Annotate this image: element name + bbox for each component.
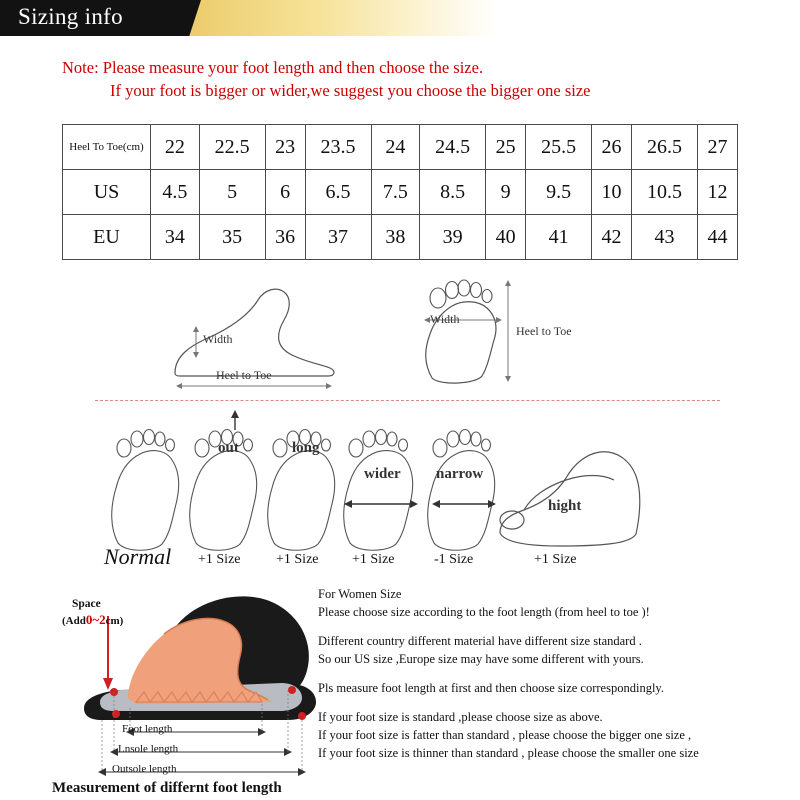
space-add-text: (Add	[62, 615, 86, 627]
cell: 23.5	[305, 125, 371, 170]
cell: 40	[486, 215, 526, 260]
cell: 42	[592, 215, 632, 260]
cell: 7.5	[371, 170, 420, 215]
info-heading: For Women Size	[318, 587, 402, 601]
info-p6: If your foot size is fatter than standard , please choose the bigger one size ,	[318, 728, 692, 742]
cell: 6	[265, 170, 305, 215]
foot-diagrams-area	[0, 268, 800, 588]
cell: 6.5	[305, 170, 371, 215]
note-line-1: Note: Please measure your foot length and then choose the size.	[62, 58, 484, 77]
note-line-2: If your foot is bigger or wider,we suggest you choose the bigger one size	[110, 81, 591, 100]
top-heel-to-toe-label: Heel to Toe	[516, 324, 572, 338]
foot-shape-caption-out: out	[218, 440, 239, 456]
cell: 22.5	[199, 125, 265, 170]
info-p1: Please choose size according to the foot length (from heel to toe )!	[318, 605, 650, 619]
cell: 10	[592, 170, 632, 215]
foot-shape-size-hight: +1 Size	[534, 552, 577, 567]
row-label: US	[63, 170, 151, 215]
cell: 24	[371, 125, 420, 170]
cell: 43	[632, 215, 698, 260]
space-label: Space	[72, 598, 101, 610]
cell: 9.5	[526, 170, 592, 215]
row-label: Heel To Toe(cm)	[63, 125, 151, 170]
measure-diagrams-svg	[0, 268, 800, 403]
foot-length-label: Foot length	[122, 723, 173, 735]
info-p5: If your foot size is standard ,please choose size as above.	[318, 710, 603, 724]
page-title: Sizing info	[18, 4, 123, 29]
outsole-length-label: Outsole length	[112, 763, 177, 775]
cell: 36	[265, 215, 305, 260]
side-heel-to-toe-label: Heel to Toe	[216, 368, 272, 382]
cell: 8.5	[420, 170, 486, 215]
cell: 22	[151, 125, 200, 170]
foot-shape-size-wider: +1 Size	[352, 552, 395, 567]
space-unit-text: cm)	[105, 615, 124, 627]
foot-shape-size-narrow: -1 Size	[434, 552, 474, 567]
cell: 26	[592, 125, 632, 170]
cell: 37	[305, 215, 371, 260]
cell: 24.5	[420, 125, 486, 170]
foot-shape-caption-narrow: narrow	[436, 466, 484, 482]
size-info-text	[318, 586, 788, 774]
cell: 25	[486, 125, 526, 170]
row-label: EU	[63, 215, 151, 260]
size-chart-table	[62, 124, 738, 260]
cell: 10.5	[632, 170, 698, 215]
foot-shape-size-long: +1 Size	[276, 552, 319, 567]
cell: 12	[697, 170, 737, 215]
foot-shape-size-out: +1 Size	[198, 552, 241, 567]
measurement-section	[0, 580, 800, 800]
info-p3: So our US size ,Europe size may have some different with yours.	[318, 652, 644, 666]
insole-length-label: Lnsole length	[118, 743, 179, 755]
page-header	[0, 0, 800, 36]
info-p4: Pls measure foot length at first and then choose size correspondingly.	[318, 681, 664, 695]
foot-shape-caption-long: long	[292, 440, 320, 456]
space-value-label	[62, 612, 123, 628]
cell: 5	[199, 170, 265, 215]
info-p7: If your foot size is thinner than standard , please choose the smaller one size	[318, 746, 699, 760]
cell: 4.5	[151, 170, 200, 215]
cell: 26.5	[632, 125, 698, 170]
cell: 44	[697, 215, 737, 260]
note-block	[62, 56, 742, 102]
foot-shape-size-normal: Normal	[104, 544, 172, 569]
cell: 25.5	[526, 125, 592, 170]
side-width-label: Width	[203, 332, 233, 346]
cell: 27	[697, 125, 737, 170]
cell: 35	[199, 215, 265, 260]
foot-shape-caption-hight: hight	[548, 498, 582, 514]
cell: 41	[526, 215, 592, 260]
table-row	[63, 170, 738, 215]
info-p2: Different country different material have different size standard .	[318, 634, 642, 648]
dashed-separator	[95, 400, 720, 401]
cell: 34	[151, 215, 200, 260]
table-row	[63, 125, 738, 170]
measurement-caption: Measurement of differnt foot length	[52, 780, 282, 796]
foot-shape-caption-wider: wider	[364, 466, 401, 482]
top-width-label: Width	[430, 312, 460, 326]
cell: 38	[371, 215, 420, 260]
space-range-value: 0~2	[85, 612, 106, 627]
cell: 39	[420, 215, 486, 260]
cell: 23	[265, 125, 305, 170]
cell: 9	[486, 170, 526, 215]
table-row	[63, 215, 738, 260]
